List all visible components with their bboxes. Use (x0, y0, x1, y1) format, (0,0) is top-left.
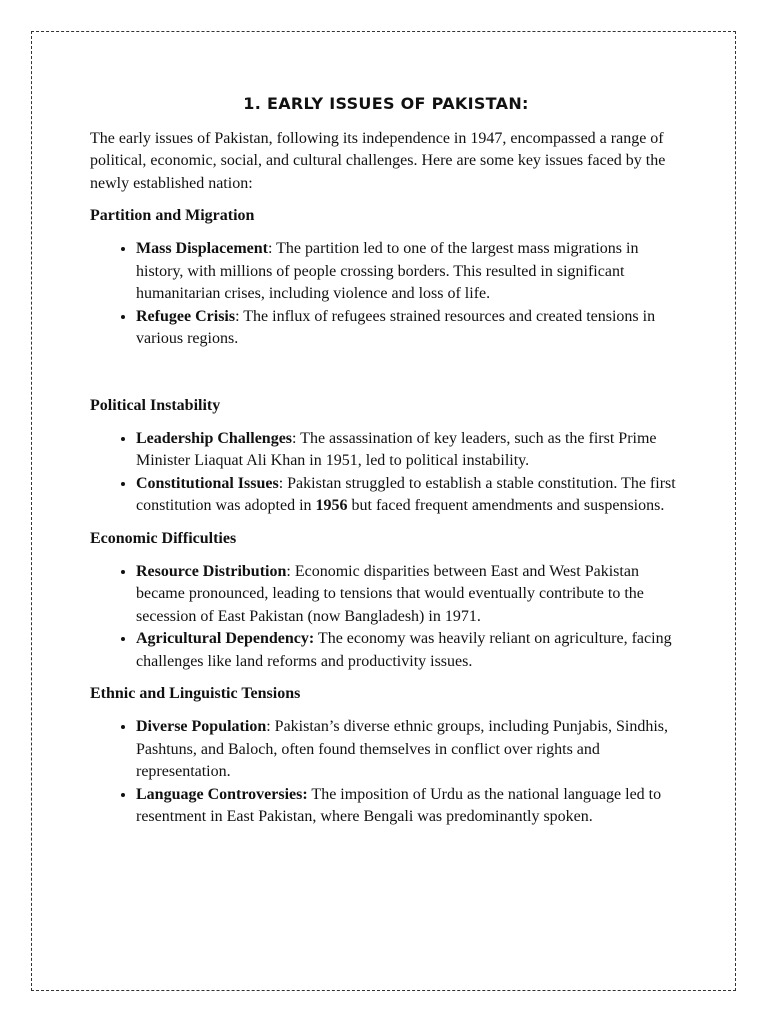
intro-paragraph: The early issues of Pakistan, following its independence in 1947, encompassed a range of political, economic, social, and cultural challenges. Here are some key issues faced by the newly established nation: (90, 129, 666, 192)
list-item (136, 561, 682, 629)
item-separator: : (292, 429, 301, 447)
item-term: Agricultural Dependency: (136, 630, 315, 648)
list-item (136, 628, 682, 673)
document-body (90, 93, 682, 839)
item-text: Pakistan’s diverse ethnic groups, including Punjabis, Sindhis, Pashtuns, and Baloch, often found themselves in conflict over rights and representation. (136, 718, 668, 781)
item-term: Mass Displacement (136, 239, 268, 257)
blank-line (90, 361, 682, 395)
item-separator: : (267, 239, 277, 257)
bullet-list-economic (90, 561, 682, 674)
item-text: The imposition of Urdu as the national language led to resentment in East Pakistan, where Bengali was predominantly spoken. (136, 785, 662, 826)
bullet-list-partition (90, 238, 682, 351)
section-heading-ethnic: Ethnic and Linguistic Tensions (90, 685, 301, 703)
section-heading-economic: Economic Difficulties (90, 529, 237, 547)
item-text: The partition led to one of the largest mass migrations in history, with millions of people crossing borders. This resulted in significant humanitarian crises, including violence and loss of life. (136, 239, 639, 303)
section-heading-political: Political Instability (90, 396, 221, 414)
item-separator: : (266, 718, 275, 736)
bullet-list-political (90, 428, 682, 518)
item-text: The economy was heavily reliant on agriculture, facing challenges like land reforms and productivity issues. (136, 630, 672, 670)
item-text: but faced frequent amendments and suspensions. (347, 497, 665, 515)
item-text: The assassination of key leaders, such as the first Prime Minister Liaquat Ali Khan in 1951, led to political instability. (136, 429, 657, 470)
item-term: Language Controversies: (136, 785, 308, 803)
item-text: Pakistan struggled to establish a stable constitution. The first constitution was adopted in (136, 474, 676, 515)
list-item (136, 428, 682, 473)
item-year: 1956 (315, 497, 348, 515)
bullet-list-ethnic (90, 716, 682, 829)
list-item (136, 306, 682, 351)
section-heading-partition: Partition and Migration (90, 207, 255, 225)
item-term: Constitutional Issues (136, 474, 279, 492)
item-text: The influx of refugees strained resources and created tensions in various regions. (136, 307, 656, 348)
item-text: Economic disparities between East and West Pakistan became pronounced, leading to tensions that would eventually contribute to the secession of East Pakistan (now Bangladesh) in 1971. (136, 562, 644, 625)
item-term: Diverse Population (136, 718, 267, 736)
document-title: 1. EARLY ISSUES OF PAKISTAN: (243, 94, 529, 113)
item-term: Leadership Challenges (136, 429, 293, 447)
item-term: Refugee Crisis (136, 307, 236, 325)
item-separator: : (278, 474, 288, 492)
item-separator: : (286, 562, 295, 580)
list-item (136, 473, 682, 518)
item-term: Resource Distribution (136, 562, 287, 580)
list-item (136, 716, 682, 784)
list-item (136, 784, 682, 829)
list-item (136, 238, 682, 306)
item-separator: : (235, 307, 244, 325)
